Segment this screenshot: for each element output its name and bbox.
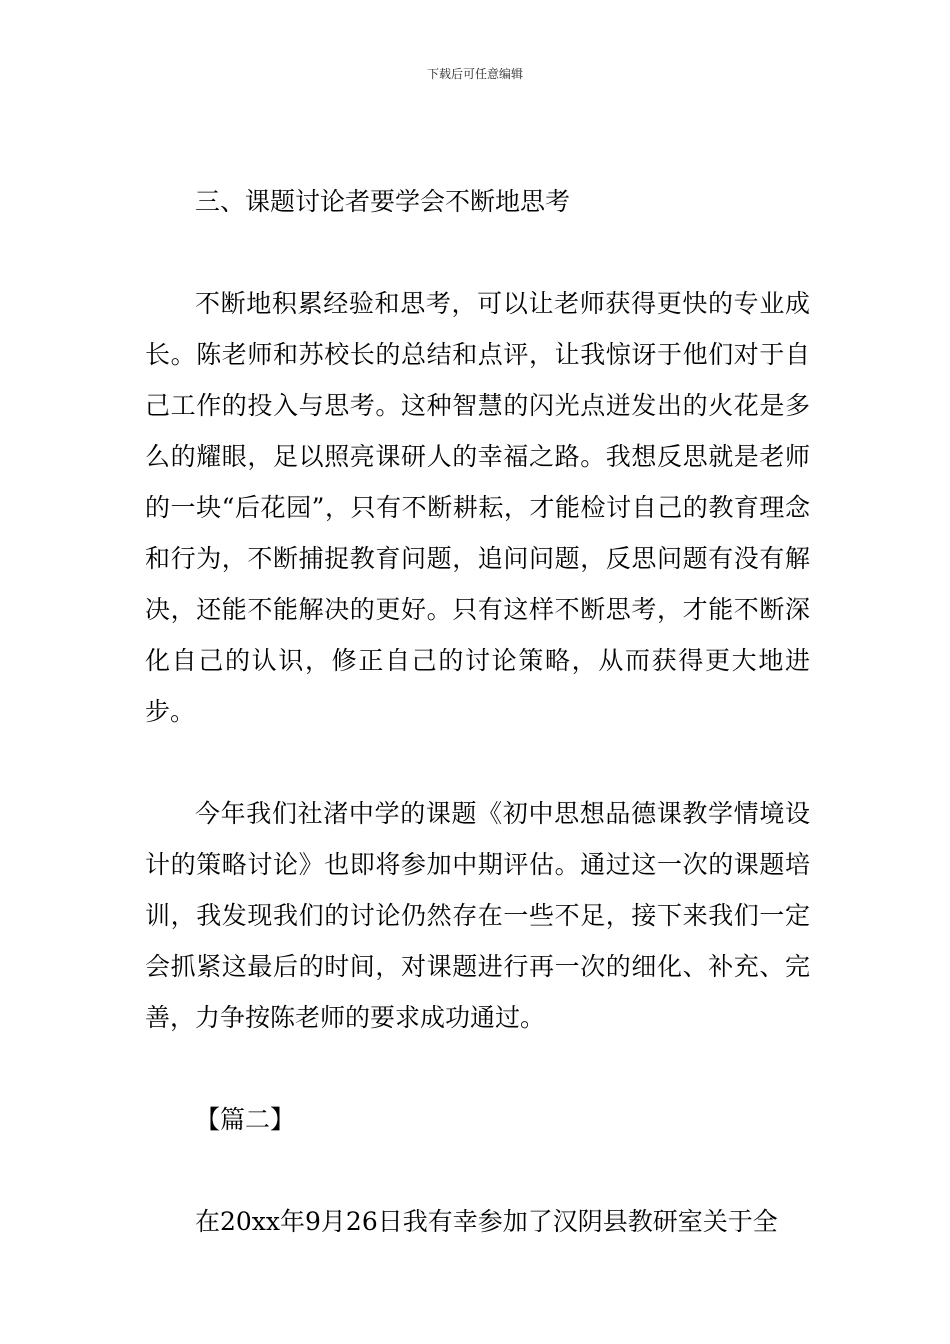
- paragraph-gap: [145, 1145, 810, 1196]
- paragraph-opening: 在20xx年9月26日我有幸参加了汉阴县教研室关于全: [195, 1207, 778, 1236]
- paragraph-gap: [145, 227, 810, 278]
- paragraph-project-evaluation: 今年我们社渚中学的课题《初中思想品德课教学情境设计的策略讨论》也即将参加中期评估。通过这一次的课题培训，我发现我们的讨论仍然存在一些不足，接下来我们一定会抓紧这最后的时间，对课题进行再一次的细化、补充、完善，力争按陈老师的要求成功通过。: [145, 799, 810, 1032]
- paragraph-reflection: 不断地积累经验和思考，可以让老师获得更快的专业成长。陈老师和苏校长的总结和点评，让我惊讶于他们对于自己工作的投入与思考。这种智慧的闪光点迸发出的火花是多么的耀眼，足以照亮课研人的幸福之路。我想反思就是老师的一块“后花园”，只有不断耕耘，才能检讨自己的教育理念和行为，不断捕捉教育问题，追问问题，反思问题有没有解决，还能不能解决的更好。只有这样不断思考，才能不断深化自己的认识，修正自己的讨论策略，从而获得更大地进步。: [145, 289, 810, 726]
- header-note: 下载后可任意编辑: [426, 67, 523, 81]
- section-heading: 三、课题讨论者要学会不断地思考: [195, 187, 571, 216]
- section-label: 【篇二】: [195, 1105, 296, 1134]
- document-body: [145, 176, 810, 1247]
- paragraph-gap: [145, 737, 810, 788]
- paragraph-gap: [145, 1043, 810, 1094]
